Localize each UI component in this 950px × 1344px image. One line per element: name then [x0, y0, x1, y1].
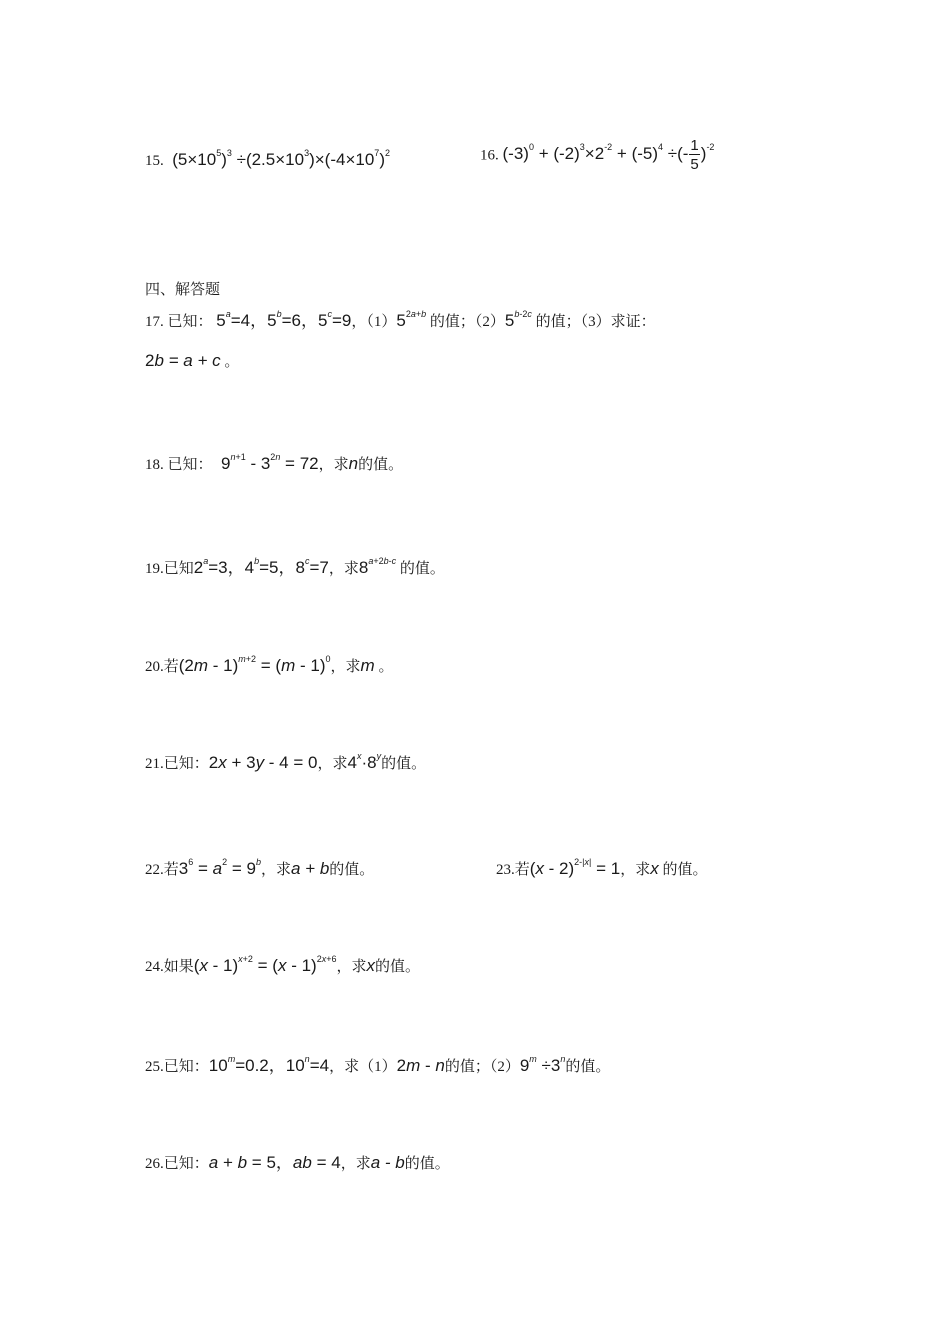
- math-expression: $4^x\cdot 8^y$: [347, 751, 382, 772]
- math-expression: a + b: [290, 859, 330, 878]
- problem-22: [145, 858, 374, 879]
- math-expression: $5^{2a+b}$: [396, 309, 427, 330]
- math-expression: $9^m \div 3^n$: [519, 1054, 566, 1075]
- math-expression: $(5\times 10^5)^3 \div(2.5\times 10^3)\times(-4\times 10^7)^2$: [167, 148, 390, 169]
- problem-text: 的值；（2）: [429, 314, 505, 330]
- math-expression: a - b: [370, 1153, 405, 1172]
- problem-20: [145, 655, 393, 676]
- problem-text: 已知：: [167, 457, 213, 473]
- math-expression: $3^6 = a^2 = 9^b$: [178, 857, 261, 878]
- problem-number: 24.: [145, 959, 164, 975]
- problem-text: 已知：: [163, 756, 209, 772]
- problem-number: 16.: [480, 147, 499, 164]
- math-variable: x: [650, 859, 659, 878]
- problem-text: 的值；（2）: [444, 1059, 520, 1075]
- problem-text: （1）: [366, 314, 397, 330]
- problem-25: [145, 1051, 610, 1076]
- math-expression: 2m - n: [396, 1056, 445, 1075]
- problem-text: ，求: [317, 756, 348, 772]
- problem-text: 若: [514, 862, 530, 878]
- math-expression: (2m - 1)$^{m+2}$ = (m - 1)$^0$: [178, 654, 331, 675]
- math-expression: 2x + 3y - 4 = 0: [208, 753, 318, 772]
- problem-16: [480, 138, 714, 172]
- math-expression: 2b = a + c: [145, 351, 221, 370]
- problem-number: 20.: [145, 659, 164, 675]
- problem-text: 已知：: [163, 1059, 209, 1075]
- math-variable: m: [360, 656, 375, 675]
- problem-15: [145, 150, 390, 170]
- problem-number: 21.: [145, 756, 164, 772]
- problem-text: 。: [224, 354, 240, 370]
- problem-text: ，求: [620, 862, 651, 878]
- problem-number: 15.: [145, 153, 164, 169]
- problem-text: 的值。: [399, 561, 445, 577]
- problem-number: 23.: [496, 862, 515, 878]
- section-heading: 四、解答题: [145, 282, 221, 298]
- problem-text: 的值。: [358, 457, 404, 473]
- problem-text: 的值；（3）求证：: [535, 314, 656, 330]
- problem-text: ，求（1）: [329, 1059, 397, 1075]
- problem-23: [496, 858, 707, 879]
- math-expression: $10^m=0.2$，$10^n=4$: [208, 1054, 330, 1075]
- problem-text: 已知: [163, 561, 194, 577]
- problem-text: 。: [378, 659, 394, 675]
- math-variable: x: [366, 956, 376, 975]
- problem-text: 的值。: [662, 862, 708, 878]
- problem-24: [145, 955, 420, 976]
- math-expression: $5^a=4$，$5^b=6$，$5^c=9$: [216, 309, 352, 330]
- problem-number: 19.: [145, 561, 164, 577]
- problem-text: 若: [163, 659, 179, 675]
- math-expression: $(-3)^0 + (-2)^3\times 2^{-2} + (-5)^4$ ÷(- $\frac{1}{5}$ )$^{-2}$: [502, 137, 715, 173]
- problem-text: ，求: [340, 1156, 371, 1172]
- problem-number: 17.: [145, 314, 164, 330]
- problem-text: 的值。: [381, 756, 427, 772]
- problem-number: 25.: [145, 1059, 164, 1075]
- problem-19: [145, 553, 445, 578]
- problem-26: [145, 1148, 450, 1173]
- problem-text: ，求: [330, 659, 361, 675]
- problem-number: 26.: [145, 1156, 164, 1172]
- problem-text: 的值。: [404, 1156, 450, 1172]
- problem-number: 18.: [145, 457, 164, 473]
- problem-17: 17. 已知： $5^a=4$，$5^b=6$，$5^c=9$，$(1)5^{2a+b}$ 的值；$(2)5^{b-2c}$ 的值；（3）求证：: [145, 309, 656, 330]
- math-expression: $8^{a+2b-c}$: [358, 556, 397, 577]
- problem-text: ，求: [318, 457, 349, 473]
- problem-text: ，求: [328, 561, 359, 577]
- math-expression: (x - 2)$^{2-|x|}$ = 1: [529, 857, 621, 878]
- problem-21: [145, 752, 426, 773]
- math-expression: (x - 1)$^{x+2}$ = (x - 1)$^{2x+6}$: [193, 954, 337, 975]
- problem-18: [145, 453, 403, 474]
- math-variable: n: [348, 454, 359, 473]
- problem-number: 22.: [145, 862, 164, 878]
- problem-text: 已知：: [163, 1156, 209, 1172]
- problem-text: 的值。: [375, 959, 421, 975]
- problem-text: 已知：: [167, 314, 213, 330]
- math-expression: $9^{n+1} - 3^{2n} = 72$: [216, 452, 319, 473]
- problem-text: 的值。: [565, 1059, 611, 1075]
- problem-text: 的值。: [329, 862, 375, 878]
- math-expression: $5^{b-2c}$: [504, 309, 532, 330]
- problem-text: 如果: [163, 959, 194, 975]
- math-expression: $2^a=3$，$4^b=5$，$8^c=7$: [193, 556, 329, 577]
- problem-text: ，求: [336, 959, 367, 975]
- problem-17-cont: [145, 350, 239, 371]
- problem-text: 若: [163, 862, 179, 878]
- math-expression: a + b = 5，ab = 4: [208, 1153, 341, 1172]
- problem-text: ，求: [260, 862, 291, 878]
